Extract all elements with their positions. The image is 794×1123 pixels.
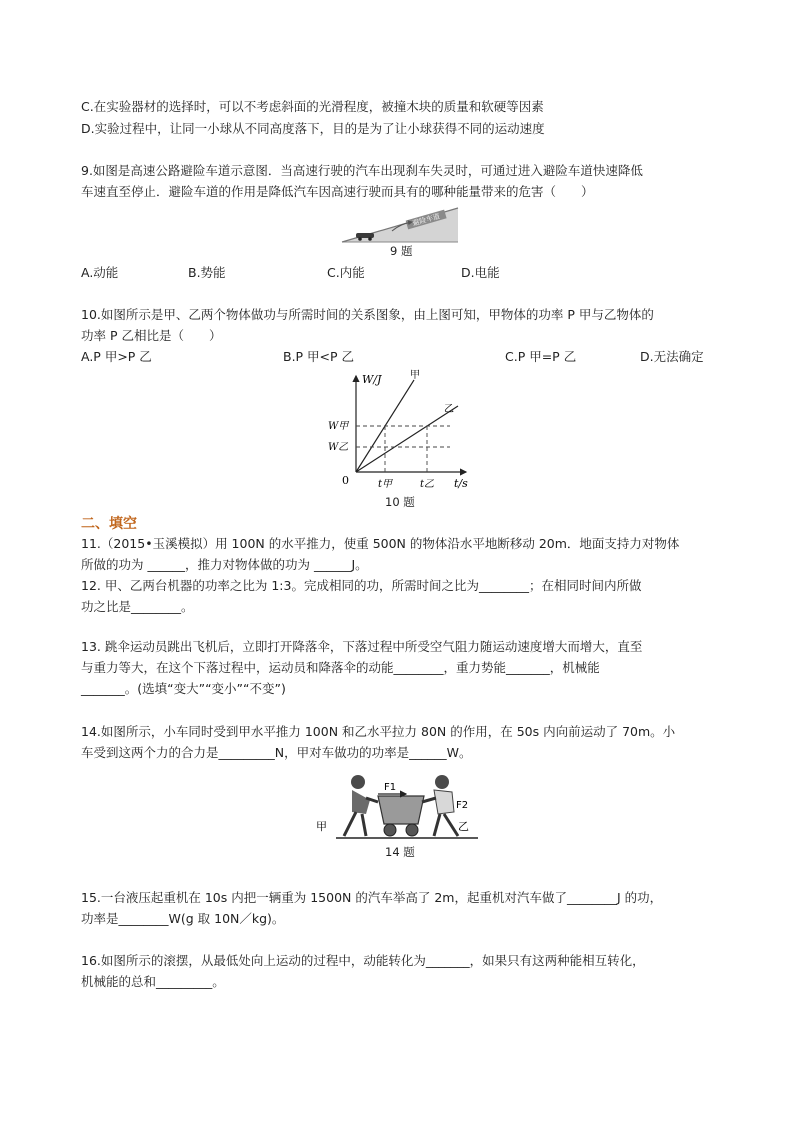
q10-option-d: D.无法确定: [640, 349, 704, 364]
label-yi: 乙: [444, 404, 454, 415]
q14-figure-caption: 14 题: [385, 845, 415, 859]
label-w-yi: W乙: [328, 442, 349, 453]
q9-stem-line2: 车速直至停止．避险车道的作用是降低汽车因高速行驶而具有的哪种能量带来的危害（ ）: [81, 184, 594, 199]
person-jia-label: 甲: [316, 820, 327, 833]
q9-option-d: D.电能: [461, 265, 500, 280]
q13-stem-line2: 与重力等大，在这个下落过程中，运动员和降落伞的动能________，重力势能_______，机械能: [81, 660, 600, 675]
person-yi-label: 乙: [458, 820, 469, 833]
q15-stem-line2: 功率是________W(g 取 10N／kg)。: [81, 911, 285, 926]
q9-stem-line1: 9.如图是高速公路避险车道示意图．当高速行驶的汽车出现刹车失灵时，可通过进入避险车道快速降低: [81, 163, 643, 178]
q8-option-c: C.在实验器材的选择时，可以不考虑斜面的光滑程度，被撞木块的质量和软硬等因素: [81, 99, 544, 114]
label-t-jia: t甲: [378, 479, 393, 490]
q10-work-time-graph: [320, 366, 480, 492]
label-t-yi: t乙: [420, 479, 435, 490]
q8-option-d: D.实验过程中，让同一小球从不同高度落下，目的是为了让小球获得不同的运动速度: [81, 121, 545, 136]
car-icon: [356, 233, 374, 238]
section-title: 二、填空: [81, 516, 137, 532]
q9-option-b: B.势能: [188, 265, 226, 280]
q10-stem-line2: 功率 P 乙相比是（ ）: [81, 328, 222, 343]
q16-stem-line2: 机械能的总和_________。: [81, 974, 225, 989]
q9-option-a: A.动能: [81, 265, 119, 280]
q13-stem-line1: 13. 跳伞运动员跳出飞机后，立即打开降落伞，下落过程中所受空气阻力随运动速度增大而增大，直至: [81, 639, 643, 654]
lane-sign-text: 避险车道: [411, 212, 441, 228]
q14-stem-line2: 车受到这两个力的合力是_________N，甲对车做功的功率是______W。: [81, 745, 472, 760]
x-axis-label: t/s: [454, 477, 468, 490]
q14-cart-figure: [312, 768, 482, 842]
q15-stem-line1: 15.一台液压起重机在 10s 内把一辆重为 1500N 的汽车举高了 2m，起重机对汽车做了________J 的功，: [81, 890, 663, 905]
q16-stem-line1: 16.如图所示的滚摆，从最低处向上运动的过程中，动能转化为_______，如果只有这两种能相互转化，: [81, 953, 645, 968]
force-f2-label: F2: [456, 800, 469, 811]
line-yi: [356, 406, 458, 472]
origin-label: 0: [342, 474, 349, 487]
q10-option-c: C.P 甲=P 乙: [505, 349, 577, 364]
q10-option-b: B.P 甲<P 乙: [283, 349, 355, 364]
person-yi-icon: [422, 775, 458, 836]
q12-stem-line1: 12. 甲、乙两台机器的功率之比为 1:3。完成相同的功，所需时间之比为________；在相同时间内所做: [81, 578, 642, 593]
q9-figure-caption: 9 题: [390, 244, 413, 258]
label-jia: 甲: [410, 370, 420, 381]
y-axis-label: W/J: [362, 373, 382, 386]
q10-stem-line1: 10.如图所示是甲、乙两个物体做功与所需时间的关系图象，由上图可知，甲物体的功率 P 甲与乙物体的: [81, 307, 654, 322]
label-w-jia: W甲: [328, 421, 349, 432]
person-jia-icon: [344, 775, 378, 836]
q12-stem-line2: 功之比是________。: [81, 599, 194, 614]
cart-icon: [378, 796, 424, 836]
q14-stem-line1: 14.如图所示，小车同时受到甲水平推力 100N 和乙水平拉力 80N 的作用，在 50s 内向前运动了 70m。小: [81, 724, 676, 739]
force-f1-label: F1: [384, 782, 397, 793]
q9-option-c: C.内能: [327, 265, 365, 280]
q10-figure-caption: 10 题: [385, 495, 415, 509]
q11-stem-line2: 所做的功为 ______，推力对物体做的功为 ______J。: [81, 557, 368, 572]
q9-escape-lane-figure: [340, 206, 460, 246]
q10-option-a: A.P 甲>P 乙: [81, 349, 152, 364]
q13-stem-line3: _______。(选填“变大”“变小”“不变”): [81, 681, 286, 696]
q11-stem-line1: 11.（2015•玉溪模拟）用 100N 的水平推力，使重 500N 的物体沿水平地断移动 20m．地面支持力对物体: [81, 536, 680, 551]
